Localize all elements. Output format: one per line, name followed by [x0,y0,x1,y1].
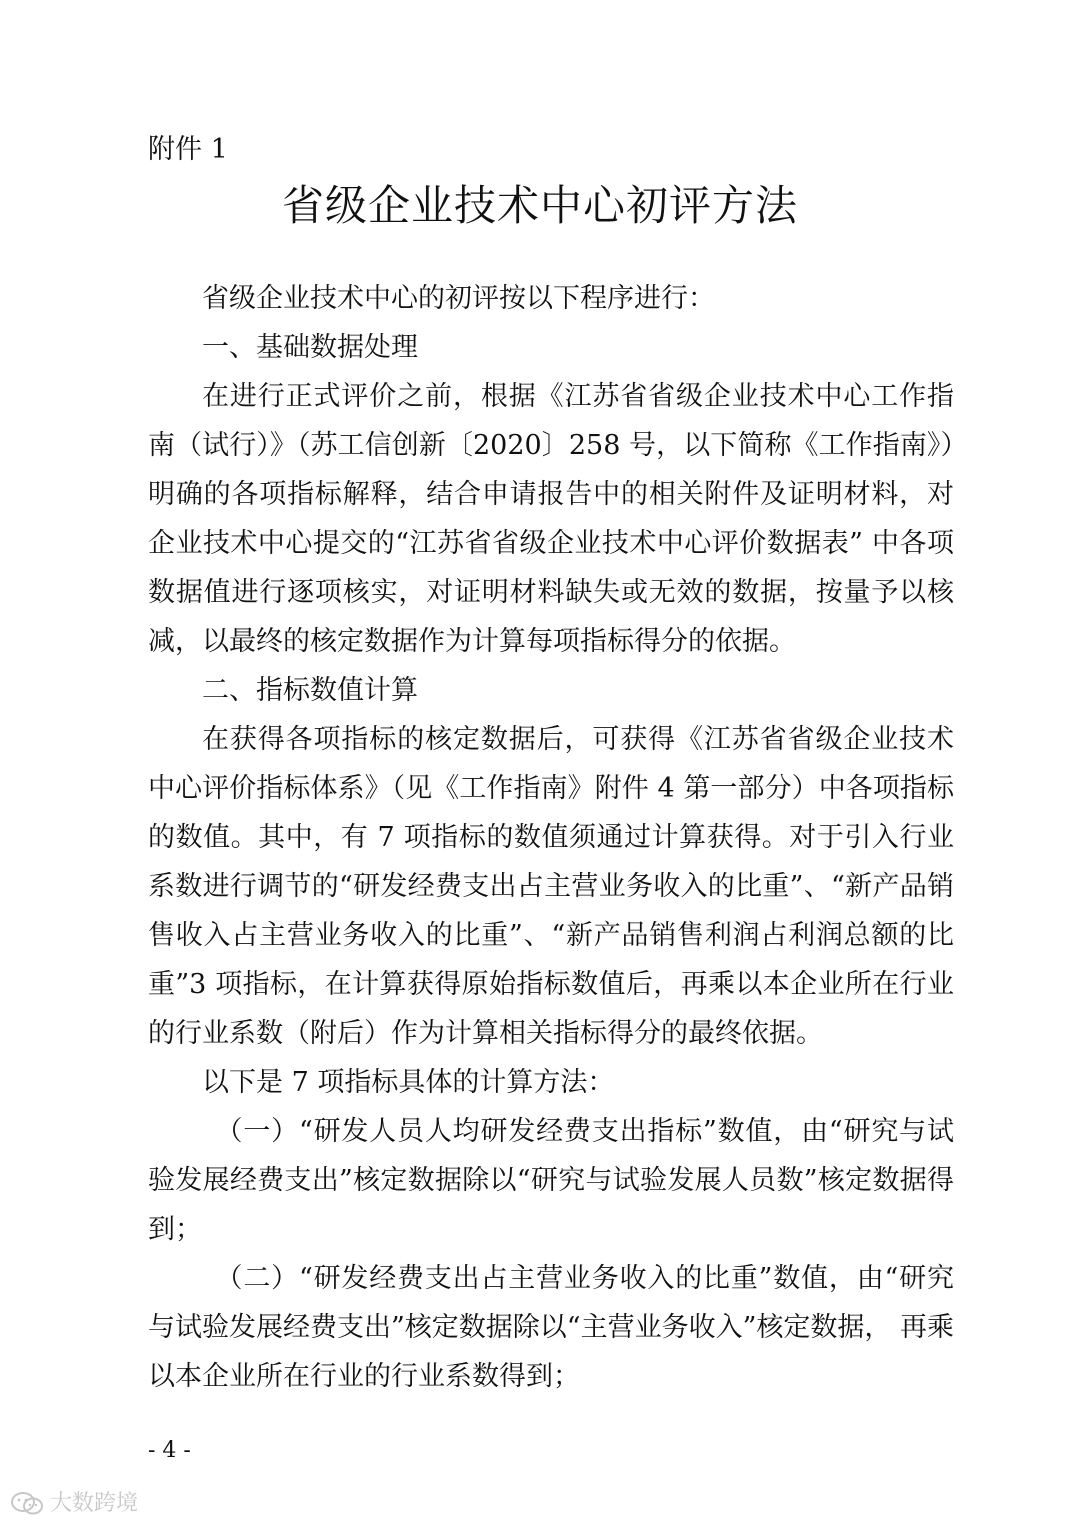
watermark [10,1490,138,1518]
method-item-1: （一）“研发人员人均研发经费支出指标”数值，由“研究与试验发展经费支出”核定数据除以“研究与试验发展人员数”核定数据得到； [148,1116,954,1245]
section-1-paragraph: 在进行正式评价之前，根据《江苏省省级企业技术中心工作指南（试行）》（苏工信创新〔2020〕258 号，以下简称《工作指南》）明确的各项指标解释，结合申请报告中的相关附件及证明材料，对企业技术中心提交的“江苏省省级企业技术中心评价数据表” 中各项数据值进行逐项核实，对证明材料缺失或无效的数据，按量予以核减，以最终的核定数据作为计算每项指标得分的依据。 [148,381,954,657]
section-heading-1: 一、基础数据处理 [202,332,418,363]
watermark-text: 大数跨境 [50,1491,139,1516]
section-heading-2: 二、指标数值计算 [202,675,418,706]
wechat-logo-icon [10,1491,44,1517]
section-2-paragraph: 在获得各项指标的核定数据后，可获得《江苏省省级企业技术中心评价指标体系》（见《工作指南》附件 4 第一部分）中各项指标的数值。其中，有 7 项指标的数值须通过计算获得。对于引入行业系数进行调节的“研发经费支出占主营业务收入的比重”、“新产品销售收入占主营业务收入的比重”、“新产品销售利润占利润总额的比重”3 项指标，在计算获得原始指标数值后，再乘以本企业所在行业的行业系数（附后）作为计算相关指标得分的最终依据。 [148,724,954,1049]
document-title: 省级企业技术中心初评方法 [281,181,798,230]
page-number: - 4 - [148,1438,191,1463]
document-body [148,274,954,1401]
methods-intro-paragraph: 以下是 7 项指标具体的计算方法： [202,1067,615,1098]
intro-paragraph: 省级企业技术中心的初评按以下程序进行： [202,283,715,314]
method-item-2: （二）“研发经费支出占主营业务收入的比重”数值，由“研究与试验发展经费支出”核定数据除以“主营业务收入”核定数据， 再乘以本企业所在行业的行业系数得到； [148,1263,954,1392]
attachment-label: 附件 1 [148,134,228,165]
